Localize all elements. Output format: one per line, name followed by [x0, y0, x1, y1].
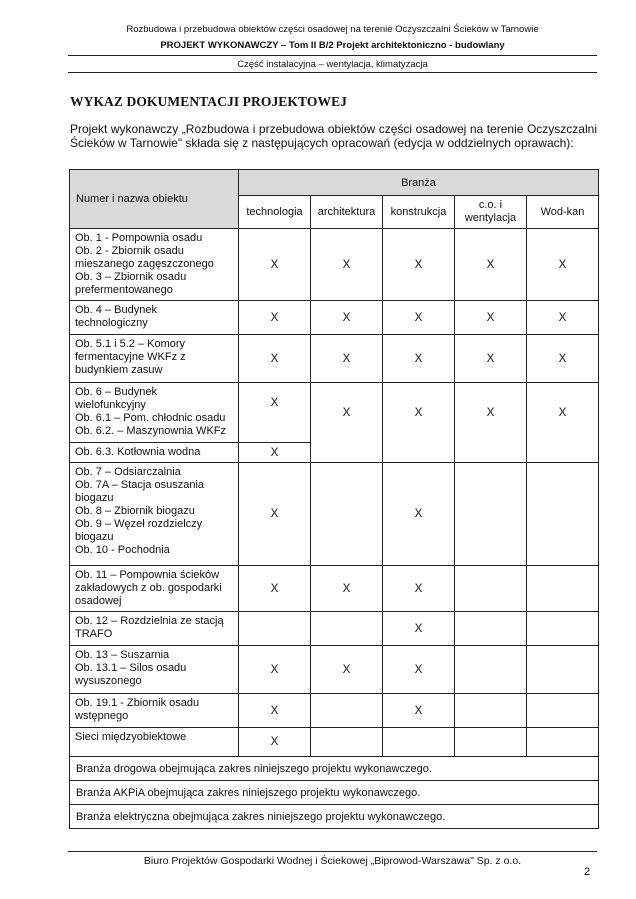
header-architektura: architektura [311, 196, 383, 229]
mark-cell [239, 443, 311, 463]
object-name-line: Ob. 9 – Węzeł rozdzielczy [75, 518, 203, 530]
mark-cell [311, 728, 383, 757]
header-line-2: PROJEKT WYKONAWCZY – Tom II B/2 Projekt architektoniczno - budowlany [160, 40, 505, 51]
table-row [70, 463, 599, 566]
x-mark: X [270, 446, 279, 459]
x-mark: X [558, 406, 567, 419]
x-mark: X [270, 704, 279, 717]
header-konstrukcja: konstrukcja [383, 196, 455, 229]
object-name-line: mieszanego zagęszczonego [75, 258, 214, 270]
object-name-line: Ob. 6.3. Kotłownia wodna [75, 446, 201, 458]
page-number: 2 [584, 866, 591, 878]
page-footer: Biuro Projektów Gospodarki Wodnej i Ściekowej „Biprowod-Warszawa" Sp. z o.o. [143, 855, 522, 867]
x-mark: X [414, 663, 423, 676]
footer-divider [68, 851, 597, 852]
mark-cell [311, 229, 383, 301]
x-mark: X [342, 311, 351, 324]
mark-cell [239, 335, 311, 383]
x-mark: X [270, 736, 279, 748]
mark-cell [455, 463, 527, 566]
mark-cell [239, 728, 311, 757]
header-line-1: Rozbudowa i przebudowa obiektów części osadowej na terenie Oczyszczalni Ścieków w Tarnowie [126, 24, 539, 35]
object-name-line: Ob. 13 – Suszarnia [75, 649, 170, 661]
x-mark: X [270, 582, 279, 595]
x-mark: X [414, 508, 423, 520]
mark-cell [527, 566, 599, 612]
mark-cell [239, 383, 311, 443]
object-name-line: Ob. 11 – Pompownia ścieków [75, 569, 220, 581]
header-technologia: technologia [239, 196, 311, 229]
object-name-cell [70, 566, 239, 612]
x-mark: X [342, 352, 351, 365]
x-mark: X [270, 311, 279, 324]
x-mark: X [270, 663, 279, 676]
object-name-line: Ob. 6 – Budynek [75, 386, 157, 398]
object-name-line: Ob. 2 - Zbiornik osadu [75, 245, 184, 257]
mark-cell [455, 728, 527, 757]
mark-cell [383, 646, 455, 694]
object-name-line: biogazu [75, 492, 114, 504]
mark-cell [311, 383, 383, 463]
table-row [70, 383, 599, 443]
object-name-line: technologiczny [75, 317, 148, 329]
mark-cell [383, 229, 455, 301]
mark-cell [383, 728, 455, 757]
mark-cell [527, 463, 599, 566]
table-row [70, 335, 599, 383]
x-mark: X [558, 311, 567, 324]
object-name-line: Ob. 10 - Pochodnia [75, 544, 170, 556]
object-name-cell [70, 463, 239, 566]
x-mark: X [342, 258, 351, 271]
object-name-cell [70, 612, 239, 646]
mark-cell [239, 646, 311, 694]
object-name-cell [70, 728, 239, 757]
x-mark: X [270, 396, 279, 409]
header-branza: Branża [239, 170, 599, 196]
x-mark: X [414, 704, 423, 717]
object-name-line: Ob. 4 – Budynek [75, 304, 157, 316]
mark-cell [455, 335, 527, 383]
x-mark: X [270, 508, 279, 520]
object-name-cell [70, 443, 239, 463]
table-row [70, 757, 599, 781]
mark-cell [527, 728, 599, 757]
table-row [70, 805, 599, 829]
mark-cell [311, 694, 383, 728]
object-name-line: zakładowych z ob. gospodarki [75, 582, 222, 594]
x-mark: X [558, 258, 567, 271]
table-row [70, 612, 599, 646]
mark-cell [527, 694, 599, 728]
table-row [70, 781, 599, 805]
header-divider-bottom [68, 72, 597, 73]
object-name-line: Ob. 8 – Zbiornik biogazu [75, 505, 195, 517]
documentation-table [69, 169, 599, 829]
branch-note: Branża drogowa obejmująca zakres niniejszego projektu wykonawczego. [70, 757, 599, 781]
x-mark: X [414, 582, 423, 595]
mark-cell [455, 646, 527, 694]
object-name-cell [70, 301, 239, 335]
x-mark: X [486, 258, 495, 271]
object-name-line: Ob. 7A – Stacja osuszania [75, 479, 205, 491]
branch-note: Branża elektryczna obejmująca zakres niniejszego projektu wykonawczego. [70, 805, 599, 829]
mark-cell [239, 229, 311, 301]
mark-cell [455, 229, 527, 301]
object-name-line: prefermentowanego [75, 284, 173, 296]
table-row [70, 566, 599, 612]
object-name-cell [70, 646, 239, 694]
x-mark: X [486, 311, 495, 324]
mark-cell [383, 335, 455, 383]
table-row [70, 728, 599, 757]
object-name-line: Ob. 12 – Rozdzielnia ze stacją [75, 615, 224, 627]
x-mark: X [414, 622, 423, 635]
table-row [70, 301, 599, 335]
mark-cell [311, 335, 383, 383]
mark-cell [527, 612, 599, 646]
object-name-line: Ob. 13.1 – Silos osadu [75, 662, 187, 674]
header-divider [68, 55, 597, 56]
object-name-line: Ob. 5.1 i 5.2 – Komory [75, 338, 186, 350]
mark-cell [311, 463, 383, 566]
table-row [70, 694, 599, 728]
mark-cell [239, 566, 311, 612]
mark-cell [311, 612, 383, 646]
x-mark: X [342, 582, 351, 595]
mark-cell [239, 463, 311, 566]
object-name-line: Ob. 6.1 – Pom. chłodnic osadu [75, 412, 226, 424]
mark-cell [527, 335, 599, 383]
object-name-cell [70, 694, 239, 728]
mark-cell [527, 301, 599, 335]
x-mark: X [486, 352, 495, 365]
object-name-line: Sieci międzyobiektowe [75, 731, 187, 743]
object-name-line: Ob. 1 - Pompownia osadu [75, 232, 203, 244]
x-mark: X [270, 258, 279, 271]
page-title: WYKAZ DOKUMENTACJI PROJEKTOWEJ [70, 94, 348, 109]
mark-cell [527, 229, 599, 301]
x-mark: X [342, 663, 351, 676]
x-mark: X [558, 352, 567, 365]
mark-cell [455, 566, 527, 612]
header-object-name: Numer i nazwa obiektu [70, 170, 239, 229]
mark-cell [383, 383, 455, 463]
mark-cell [455, 301, 527, 335]
mark-cell [311, 301, 383, 335]
x-mark: X [414, 406, 423, 419]
mark-cell [455, 383, 527, 463]
x-mark: X [270, 352, 279, 365]
mark-cell [455, 694, 527, 728]
object-name-line: wstępnego [75, 710, 129, 722]
mark-cell [311, 566, 383, 612]
object-name-line: TRAFO [75, 628, 113, 640]
x-mark: X [342, 406, 351, 419]
mark-cell [455, 612, 527, 646]
header-line-3: Część instalacyjna – wentylacja, klimatyzacja [237, 59, 428, 70]
mark-cell [527, 646, 599, 694]
object-name-line: Ob. 3 – Zbiornik osadu [75, 271, 187, 283]
mark-cell [383, 612, 455, 646]
object-name-cell [70, 383, 239, 443]
object-name-line: Ob. 6.2. – Maszynownia WKFz [75, 425, 226, 437]
object-name-line: wysuszonego [75, 675, 142, 687]
mark-cell [527, 383, 599, 463]
x-mark: X [486, 406, 495, 419]
object-name-cell [70, 335, 239, 383]
object-name-line: wielofunkcyjny [75, 399, 146, 411]
mark-cell [311, 646, 383, 694]
object-name-line: Ob. 19.1 - Zbiornik osadu [75, 697, 200, 709]
mark-cell [239, 612, 311, 646]
x-mark: X [414, 258, 423, 271]
object-name-line: biogazu [75, 531, 114, 543]
header-co-wentylacja: c.o. i wentylacja [455, 196, 527, 229]
header-wod-kan: Wod-kan [527, 196, 599, 229]
mark-cell [239, 694, 311, 728]
mark-cell [383, 694, 455, 728]
object-name-line: Ob. 7 – Odsiarczalnia [75, 466, 181, 478]
x-mark: X [414, 352, 423, 365]
object-name-line: osadowej [75, 595, 122, 607]
object-name-line: budynkiem zasuw [75, 364, 163, 376]
mark-cell [383, 566, 455, 612]
mark-cell [383, 463, 455, 566]
object-name-cell [70, 229, 239, 301]
mark-cell [239, 301, 311, 335]
branch-note: Branża AKPiA obejmująca zakres niniejszego projektu wykonawczego. [70, 781, 599, 805]
x-mark: X [414, 311, 423, 324]
object-name-line: fermentacyjne WKFz z [75, 351, 186, 363]
table-row [70, 229, 599, 301]
table-row [70, 646, 599, 694]
intro-paragraph: Projekt wykonawczy „Rozbudowa i przebudowa obiektów części osadowej na terenie Oczyszczalni Ścieków w Tarnowie" składa się z następujących opracowań (edycja w oddzielnych oprawach): [70, 122, 597, 150]
mark-cell [383, 301, 455, 335]
